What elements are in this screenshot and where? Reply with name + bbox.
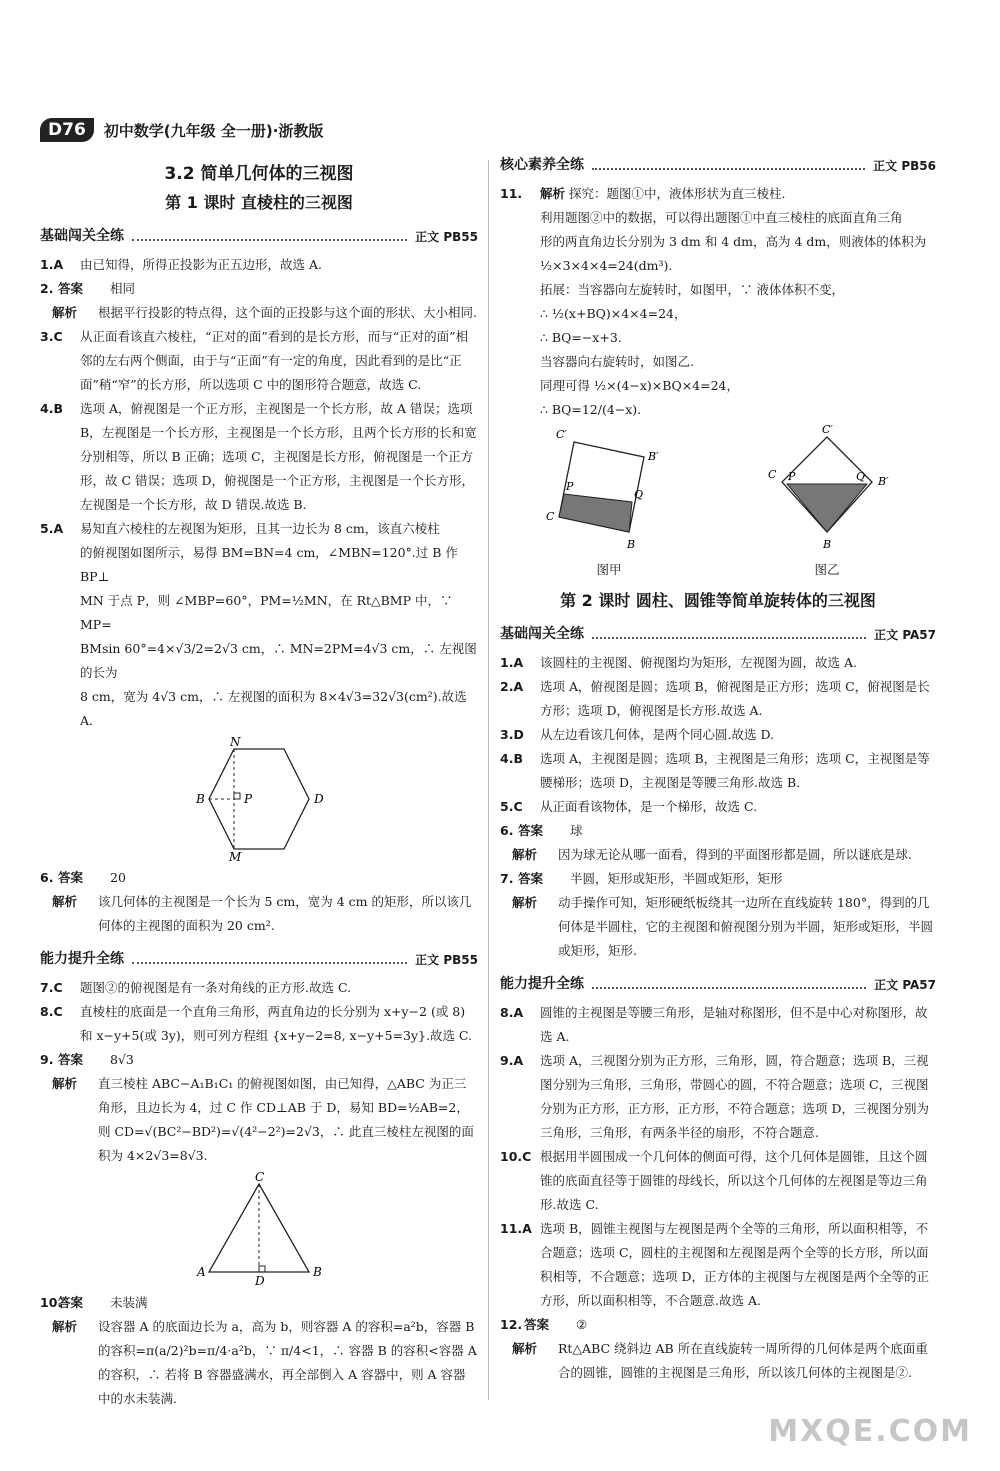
section-title: 3.2 简单几何体的三视图	[164, 164, 354, 184]
column-divider	[488, 160, 489, 1400]
answer-item: 7. 答案 半圆，矩形或矩形，半圆或矩形，矩形	[500, 871, 783, 886]
explanation: 解析 根据平行投影的特点得，这个面的正投影与这个面的形状、大小相同.	[52, 305, 477, 320]
answer-item: 4.B 选项 A，俯视图是一个正方形，主视图是一个长方形，故 A 错误；选项 B，左视图是一个长方形，主视图是一个长方形，且两个长方形的长和宽分别相等，所以 B 正确；选项 C，主视图是长方形，俯视图是一个正方形，故 C 错误；选项 D，俯视图是一个正方形，主视图是一个长方形，左视图是一个长方形，故 D 错误.故选 B.	[40, 401, 477, 512]
hexagon-figure	[174, 737, 344, 862]
subsection-header: 能力提升全练 正文 PB55	[40, 951, 478, 967]
answer-item: 1.A 该圆柱的主视图、俯视图均为矩形，左视图为圆，故选 A.	[500, 655, 857, 670]
book-title: 初中数学(九年级 全一册)·浙教版	[103, 121, 324, 140]
watermark: MXQE.COM	[768, 1414, 972, 1449]
subsection-header: 基础闯关全练 正文 PA57	[500, 626, 936, 642]
svg-text:P: P	[566, 480, 574, 493]
subsection-header: 能力提升全练 正文 PA57	[500, 976, 936, 992]
label-d: D	[314, 792, 324, 806]
answer-item: 5.C 从正面看该物体，是一个梯形，故选 C.	[500, 799, 758, 814]
answer-item: 5.A 易知直六棱柱的左视图为矩形，且其一边长为 8 cm，该直六棱柱 的俯视图如图所示，易得 BM=BN=4 cm，∠MBN=120°.过 B 作 BP⊥ MN 于点 P，则 ∠MBP=60°，PM=½MN，在 Rt△BMP 中，∵ MP= BMsin 60°=4×√3/2=2√3 cm，∴ MN=2PM=4√3 cm，∴ 左视图的长为 8 cm，宽为 4√3 cm，∴ 左视图的面积为 8×4√3=32√3(cm²).故选 A.	[40, 521, 477, 728]
explanation: 解析 该几何体的主视图是一个长为 5 cm，宽为 4 cm 的矩形，所以该几何体的主视图的面积为 20 cm².	[52, 894, 472, 933]
left-column	[40, 155, 478, 1411]
page-header	[40, 118, 323, 142]
svg-text:Q: Q	[634, 488, 644, 501]
answer-item: 6. 答案 球	[500, 823, 583, 838]
answer-item: 3.C 从正面看该直六棱柱，“正对的面”看到的是长方形，而与“正对的面”相邻的左右两个侧面，由于与“正面”有一定的角度，因此看到的是比“正面”稍“窄”的长方形，所以选项 C 中的图形符合题意，故选 C.	[40, 329, 469, 392]
label-c: C	[255, 1172, 265, 1184]
explanation: 解析 动手操作可知，矩形硬纸板绕其一边所在直线旋转 180°，得到的几何体是半圆柱，它的主视图和俯视图分别为半圆，矩形或矩形，半圆或矩形，矩形.	[512, 895, 934, 958]
label-d: D	[255, 1274, 265, 1287]
answer-item: 10.C 根据用半圆围成一个几何体的侧面可得，这个几何体是圆锥，且这个圆锥的底面直径等于圆锥的母线长，所以这个几何体的左视图是等边三角形.故选 C.	[500, 1149, 928, 1212]
answer-item: 7.C 题图②的俯视图是有一条对角线的正方形.故选 C.	[40, 980, 352, 995]
explanation: 解析 Rt△ABC 绕斜边 AB 所在直线旋转一周所得的几何体是两个底面重合的圆锥，圆锥的主视图是三角形，所以该几何体的主视图是②.	[512, 1341, 928, 1380]
answer-item: 11.A 选项 B，圆锥主视图与左视图是两个全等的三角形，所以面积相等，不合题意；选项 C，圆柱的主视图和左视图是两个全等的长方形，所以面积相等，不合题意；选项 D，正方体的主视图与左视图是两个全等的正方形，所以面积相等，不合题意.故选 A.	[500, 1221, 929, 1308]
svg-text:C′: C′	[822, 423, 833, 436]
svg-text:P: P	[788, 470, 796, 483]
svg-text:Q: Q	[856, 470, 866, 483]
svg-text:C: C	[768, 468, 777, 481]
answer-item: 12. 答案 ②	[500, 1317, 588, 1332]
answer-item: 9. 答案 8√3	[40, 1052, 134, 1067]
subsection-header: 核心素养全练 正文 PB56	[500, 157, 936, 173]
explanation: 解析 因为球无论从哪一面看，得到的平面图形都是圆，所以谜底是球.	[512, 847, 912, 862]
label-a: A	[197, 1265, 206, 1279]
answer-item: 2.A 选项 A，俯视图是圆；选项 B，俯视图是正方形；选项 C，俯视图是长方形；选项 D，俯视图是长方形.故选 A.	[500, 679, 930, 718]
explanation: 解析 直三棱柱 ABC−A₁B₁C₁ 的俯视图如图，由已知得，△ABC 为正三角形，且边长为 4，过 C 作 CD⊥AB 于 D，易知 BD=½AB=2，则 CD=√(BC²−BD²)=√(4²−2²)=2√3，∴ 此直三棱柱左视图的面积为 4×2√3=8√3.	[52, 1076, 474, 1163]
container-figures	[500, 422, 936, 578]
label-m: M	[229, 850, 242, 862]
subsection-header: 基础闯关全练 正文 PB55	[40, 228, 478, 244]
right-column	[500, 150, 936, 1385]
answer-item: 8.A 圆锥的主视图是等腰三角形，是轴对称图形，但不是中心对称图形，故选 A.	[500, 1005, 928, 1044]
answer-item: 1.A 由已知得，所得正投影为正五边形，故选 A.	[40, 257, 322, 272]
figure-jia: C′ B′ P Q C B 图甲	[546, 428, 659, 577]
answer-item: 10. 答案 未装满	[40, 1295, 148, 1310]
svg-text:B: B	[627, 538, 636, 551]
triangle-figure	[184, 1172, 334, 1287]
answer-item: 6. 答案 20	[40, 870, 126, 885]
label-n: N	[230, 737, 241, 749]
label-p: P	[244, 792, 253, 806]
svg-text:B: B	[823, 538, 832, 551]
lesson-title: 第 1 课时 直棱柱的三视图	[165, 193, 353, 212]
svg-text:B′: B′	[648, 450, 659, 463]
explanation: 解析 设容器 A 的底面边长为 a，高为 b，则容器 A 的容积=a²b，容器 B 的容积=π(a/2)²b=π/4·a²b，∵ π/4<1，∴ 容器 B 的容积<容器 A 的容积，∴ 若将 B 容器盛满水，再全部倒入 A 容器中，则 A 容器中的水未装满.	[52, 1319, 477, 1406]
svg-text:B′: B′	[878, 475, 889, 488]
label-b: B	[313, 1265, 322, 1279]
figure-yi: C′ B′ P Q C B 图乙	[768, 423, 889, 577]
answer-item: 3.D 从左边看该几何体，是两个同心圆.故选 D.	[500, 727, 774, 742]
answer-item: 9.A 选项 A，三视图分别为正方形，三角形，圆，符合题意；选项 B，三视图分别为三角形，三角形，带圆心的圆，不符合题意；选项 C，三视图分别为正方形，正方形，正方形，不符合题意；选项 D，三视图分别为三角形，三角形，有两条半径的扇形，不符合题意.	[500, 1053, 929, 1140]
svg-text:C′: C′	[556, 428, 567, 441]
answer-item: 11. 解析 探究：题图①中，液体形状为直三棱柱. 利用题图②中的数据，可以得出题图①中直三棱柱的底面直角三角 形的两直角边长分别为 3 dm 和 4 dm，高为 4 dm，则液体的体积为 ½×3×4×4=24(dm³). 拓展：当容器向左旋转时，如图甲，∵ 液体体积不变， ∴ ½(x+BQ)×4×4=24， ∴ BQ=−x+3. 当容器向右旋转时，如图乙. 同理可得 ½×(4−x)×BQ×4=24， ∴ BQ=12/(4−x).	[500, 186, 927, 417]
lesson-title: 第 2 课时 圆柱、圆锥等简单旋转体的三视图	[560, 591, 876, 610]
answer-item: 4.B 选项 A，主视图是圆；选项 B，主视图是三角形；选项 C，主视图是等腰梯形；选项 D，主视图是等腰三角形.故选 B.	[500, 751, 930, 790]
answer-item: 2. 答案 相同	[40, 281, 136, 296]
answer-item: 8.C 直棱柱的底面是一个直角三角形，两直角边的长分别为 x+y−2 (或 8) 和 x−y+5(或 3y)，则可列方程组 {x+y−2=8, x−y+5=3y}.故选 C.	[40, 1004, 473, 1043]
label-b: B	[196, 792, 205, 806]
svg-text:C: C	[546, 510, 555, 523]
page-number-badge: D76	[40, 118, 94, 142]
